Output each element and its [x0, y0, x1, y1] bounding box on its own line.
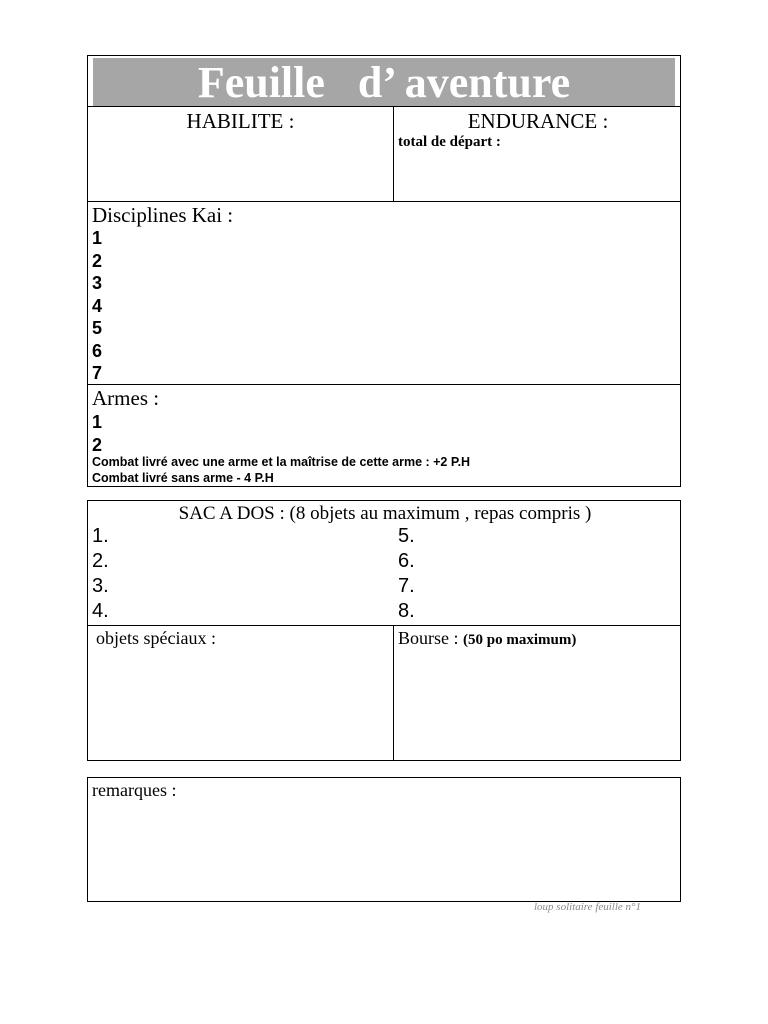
bourse-label: Bourse :: [398, 628, 459, 648]
habilite-label: HABILITE :: [186, 109, 295, 133]
footer-note: loup solitaire feuille n°1: [534, 901, 641, 913]
combat-sans-arme-rule: Combat livré sans arme - 4 P.H: [92, 471, 274, 485]
backpack-slot: 1.: [92, 525, 109, 547]
backpack-slot: 5.: [398, 525, 415, 547]
discipline-slot: 4: [92, 295, 103, 316]
bourse-limit: (50 po maximum): [463, 632, 577, 648]
bourse-field: [398, 628, 576, 649]
objets-speciaux-label: objets spéciaux :: [96, 628, 216, 648]
divider: [88, 625, 680, 626]
arme-slot: 1: [92, 412, 103, 432]
discipline-slot: 7: [92, 363, 103, 383]
adventure-sheet: [87, 55, 681, 487]
backpack-right-slots: [398, 524, 415, 624]
disciplines-list: [92, 227, 102, 385]
backpack-slot: 2.: [92, 550, 109, 572]
discipline-slot: 5: [92, 318, 103, 338]
discipline-slot: 6: [92, 340, 103, 361]
arme-slot: 2: [92, 434, 103, 455]
remarks-label: remarques :: [92, 780, 177, 800]
discipline-slot: 1: [92, 228, 103, 248]
discipline-slot: 2: [92, 250, 103, 271]
divider: [393, 625, 394, 761]
armes-list: [92, 411, 102, 456]
combat-arme-rule: Combat livré avec une arme et la maîtrise de cette arme : +2 P.H: [92, 455, 471, 469]
disciplines-label: Disciplines Kai :: [92, 203, 234, 227]
divider: [88, 106, 680, 107]
backpack-slot: 8.: [398, 600, 415, 622]
divider: [88, 201, 680, 202]
armes-label: Armes :: [92, 386, 160, 410]
endurance-label: ENDURANCE :: [467, 109, 609, 133]
backpack-slot: 4.: [92, 600, 109, 622]
endurance-start-label: total de départ :: [398, 134, 501, 150]
backpack-left-slots: [92, 524, 109, 624]
sheet-title: Feuille d’ aventure: [93, 58, 675, 106]
backpack-slot: 7.: [398, 575, 415, 597]
remarks-section: [87, 777, 681, 902]
backpack-title: SAC A DOS : (8 objets au maximum , repas compris ): [178, 503, 592, 524]
backpack-section: [87, 500, 681, 761]
divider: [88, 384, 680, 385]
backpack-slot: 6.: [398, 550, 415, 572]
discipline-slot: 3: [92, 273, 103, 293]
backpack-slot: 3.: [92, 575, 109, 597]
